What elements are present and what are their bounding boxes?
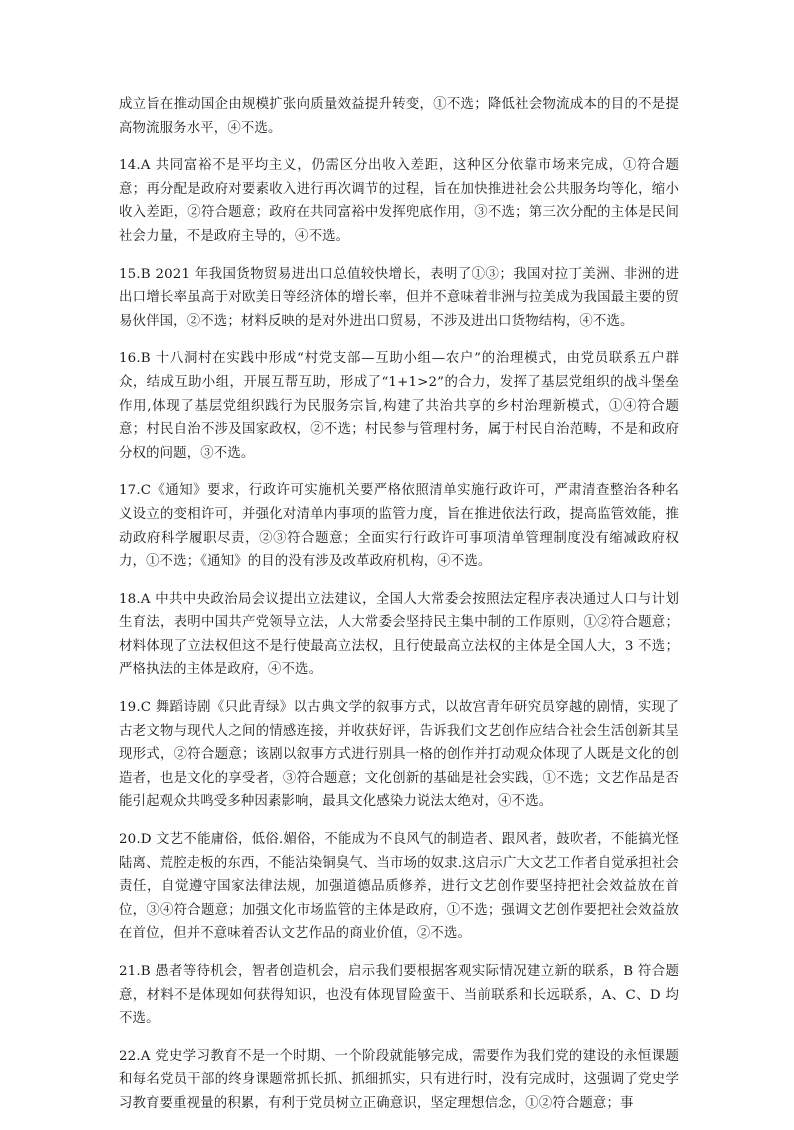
paragraph-q20: 20.D 文艺不能庸俗，低俗.媚俗，不能成为不良风气的制造者、跟风者，鼓吹者，不能搞光怪陆离、荒腔走板的东西，不能沾染铜臭气、当市场的奴隶.这启示广大文艺工作者自觉承担社会责任，自觉遵守国家法律法规，加强道德品质修养，进行文艺创作要坚持把社会效益放在首位，③④符合题意；加强文化市场监管的主体是政府，①不选；强调文艺创作要把社会效益放在首位，但并不意味着否认文艺作品的商业价值，②不选。 [119,832,679,942]
paragraph-q15: 15.B 2021 年我国货物贸易进出口总值较快增长，表明了①③；我国对拉丁美洲、非洲的进出口增长率虽高于对欧美日等经济体的增长率，但并不意味着非洲与拉美成为我国最主要的贸易伙伴国，②不选；材料反映的是对外进出口贸易，不涉及进出口货物结构，④不选。 [119,266,679,329]
paragraph-q16: 16.B 十八洞村在实践中形成“村党支部—互助小组—农户”的治理模式，由党员联系五户群众，结成互助小组，开展互帮互助，形成了“1+1>2”的合力，发挥了基层党组织的战斗堡垒作用,体现了基层党组织践行为民服务宗旨,构建了共治共享的乡村治理新模式，①④符合题意；村民自治不涉及国家政权，②不选；村民参与管理村务，属于村民自治范畴，不是和政府分权的问题，③不选。 [119,351,679,461]
paragraph-q22: 22.A 党史学习教育不是一个时期、一个阶段就能够完成，需要作为我们党的建设的永恒课题和每名党员干部的终身课题常抓长抓、抓细抓实，只有进行时，没有完成时，这强调了党史学习教育要重视量的积累，有利于党员树立正确意识，坚定理想信念，①②符合题意；事 [119,1048,679,1111]
paragraph-continued: 成立旨在推动国企由规模扩张向质量效益提升转变，①不选；降低社会物流成本的目的不是提高物流服务水平，④不选。 [119,97,679,136]
paragraph-q19: 19.C 舞蹈诗剧《只此青绿》以古典文学的叙事方式，以故宫青年研究员穿越的剧情，实现了古老文物与现代人之间的情感连接，并收获好评，告诉我们文艺创作应结合社会生活创新其呈现形式，②符合题意；该剧以叙事方式进行别具一格的创作并打动观众体现了人既是文化的创造者，也是文化的享受者，③符合题意；文化创新的基础是社会实践，①不选；文艺作品是否能引起观众共鸣受多种因素影响，最具文化感染力说法太绝对，④不选。 [119,700,679,810]
paragraph-q17: 17.C《通知》要求，行政许可实施机关要严格依照清单实施行政许可，严肃清查整治各种名义设立的变相许可，并强化对清单内事项的监管力度，旨在推进依法行政，提高监管效能，推动政府科学履职尽责，②③符合题意；全面实行行政许可事项清单管理制度没有缩减政府权力，①不选；《通知》的目的没有涉及改革政府机构，④不选。 [119,483,679,570]
answer-explanations [119,93,679,1130]
paragraph-q18: 18.A 中共中央政治局会议提出立法建议，全国人大常委会按照法定程序表决通过人口与计划生育法，表明中国共产党领导立法，人大常委会坚持民主集中制的工作原则，①②符合题意；材料体现了立法权但这不是行使最高立法权，且行使最高立法权的主体是全国人大，3 不选；严格执法的主体是政府，④不选。 [119,591,679,678]
paragraph-q21: 21.B 愚者等待机会，智者创造机会，启示我们要根据客观实际情况建立新的联系，B 符合题意，材料不是体现如何获得知识，也没有体现冒险蛮干、当前联系和长远联系，A、C、D 均不选。 [119,964,679,1027]
paragraph-q14: 14.A 共同富裕不是平均主义，仍需区分出收入差距，这种区分依靠市场来完成，①符合题意；再分配是政府对要素收入进行再次调节的过程，旨在加快推进社会公共服务均等化，缩小收入差距，②符合题意；政府在共同富裕中发挥兜底作用，③不选；第三次分配的主体是民间社会力量，不是政府主导的，④不选。 [119,158,679,244]
